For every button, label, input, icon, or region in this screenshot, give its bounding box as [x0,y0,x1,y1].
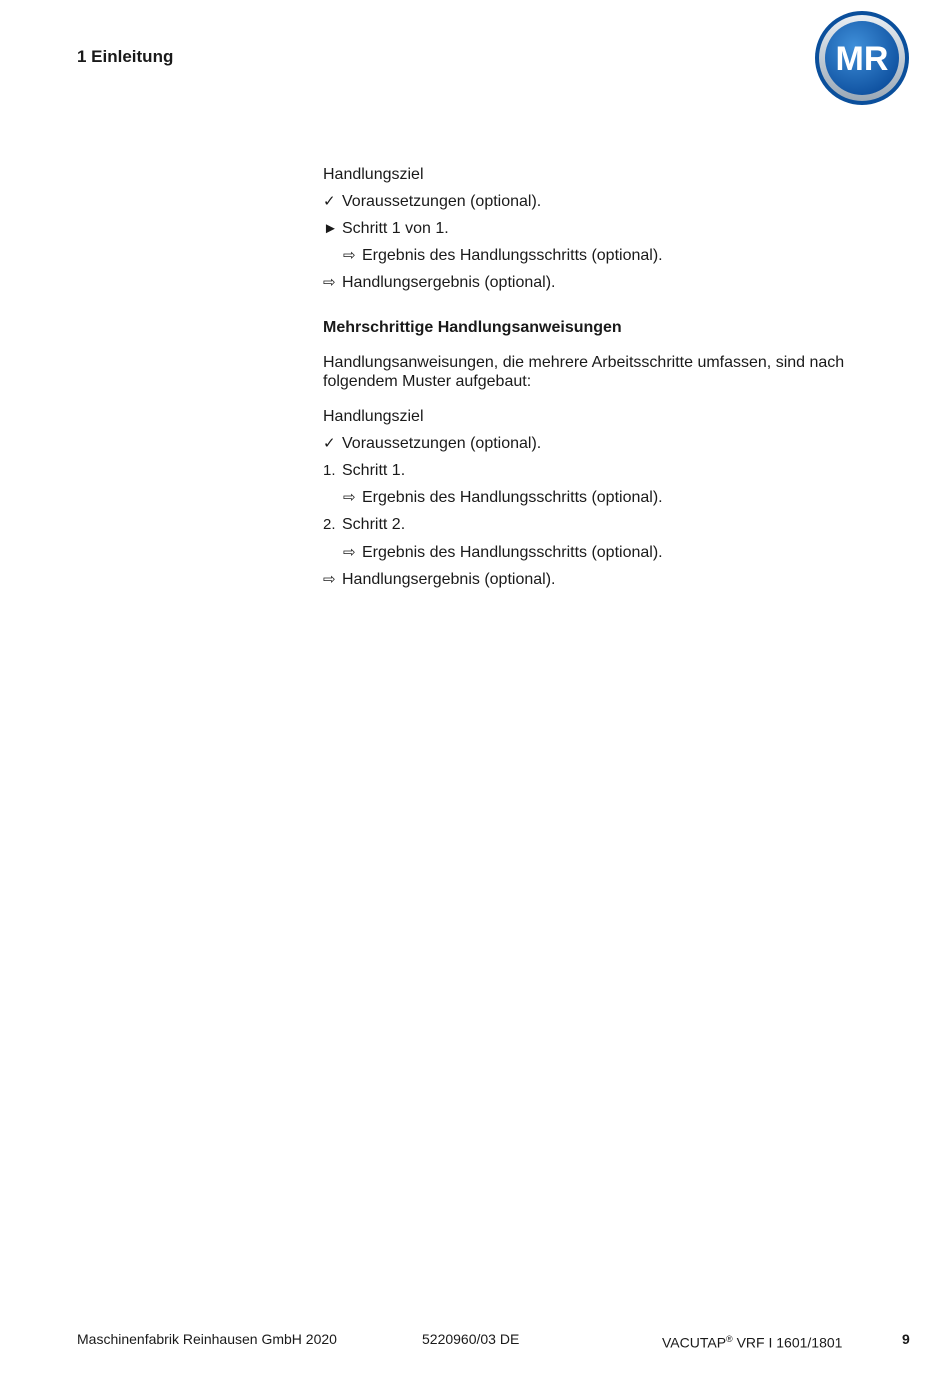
arrow-icon: ⇨ [343,544,356,561]
registered-mark: ® [726,1334,733,1344]
single-result-line [323,273,555,293]
multi-step2: Schritt 2. [342,516,406,533]
multi-step1-line [323,461,405,481]
check-icon: ✓ [323,435,336,452]
arrow-icon: ⇨ [323,274,336,291]
footer-product-rest: VRF I 1601/1801 [732,1334,843,1351]
single-step-line [323,219,449,239]
multi-step2-result-line [343,543,663,563]
arrow-icon: ⇨ [343,247,356,264]
footer-product-name: VACUTAP [662,1334,727,1351]
step1-number: 1. [323,462,336,479]
multi-heading: Mehrschrittige Handlungsanweisungen [323,319,622,336]
logo-text: MR [835,40,889,78]
multi-goal: Handlungsziel [323,408,424,425]
single-requirement-line [323,192,541,212]
multi-step1: Schritt 1. [342,462,406,479]
multi-step2-line [323,515,405,535]
single-result: Handlungsergebnis (optional). [342,274,556,291]
multi-requirement: Voraussetzungen (optional). [342,435,542,452]
single-requirement: Voraussetzungen (optional). [342,193,542,210]
triangle-icon: ► [323,220,338,237]
single-step-result: Ergebnis des Handlungsschritts (optional). [362,247,663,264]
multi-step2-result: Ergebnis des Handlungsschritts (optional). [362,544,663,561]
single-step-result-line [343,246,663,266]
arrow-icon: ⇨ [323,571,336,588]
check-icon: ✓ [323,193,336,210]
footer-company: Maschinenfabrik Reinhausen GmbH 2020 [77,1331,337,1347]
multi-result-line [323,570,555,590]
multi-step1-result-line [343,488,663,508]
multi-result: Handlungsergebnis (optional). [342,571,556,588]
step2-number: 2. [323,516,336,533]
single-goal: Handlungsziel [323,166,424,183]
mr-logo-icon [814,10,910,106]
multi-intro: Handlungsanweisungen, die mehrere Arbeitsschritte umfassen, sind nach folgendem Muster aufgebaut: [323,354,845,390]
chapter-title: 1 Einleitung [77,47,174,66]
footer-doc-number: 5220960/03 DE [422,1331,520,1347]
arrow-icon: ⇨ [343,489,356,506]
multi-step1-result: Ergebnis des Handlungsschritts (optional). [362,489,663,506]
footer-product [662,1330,842,1352]
single-step: Schritt 1 von 1. [342,220,449,237]
page-number: 9 [902,1331,910,1347]
multi-requirement-line [323,434,541,454]
